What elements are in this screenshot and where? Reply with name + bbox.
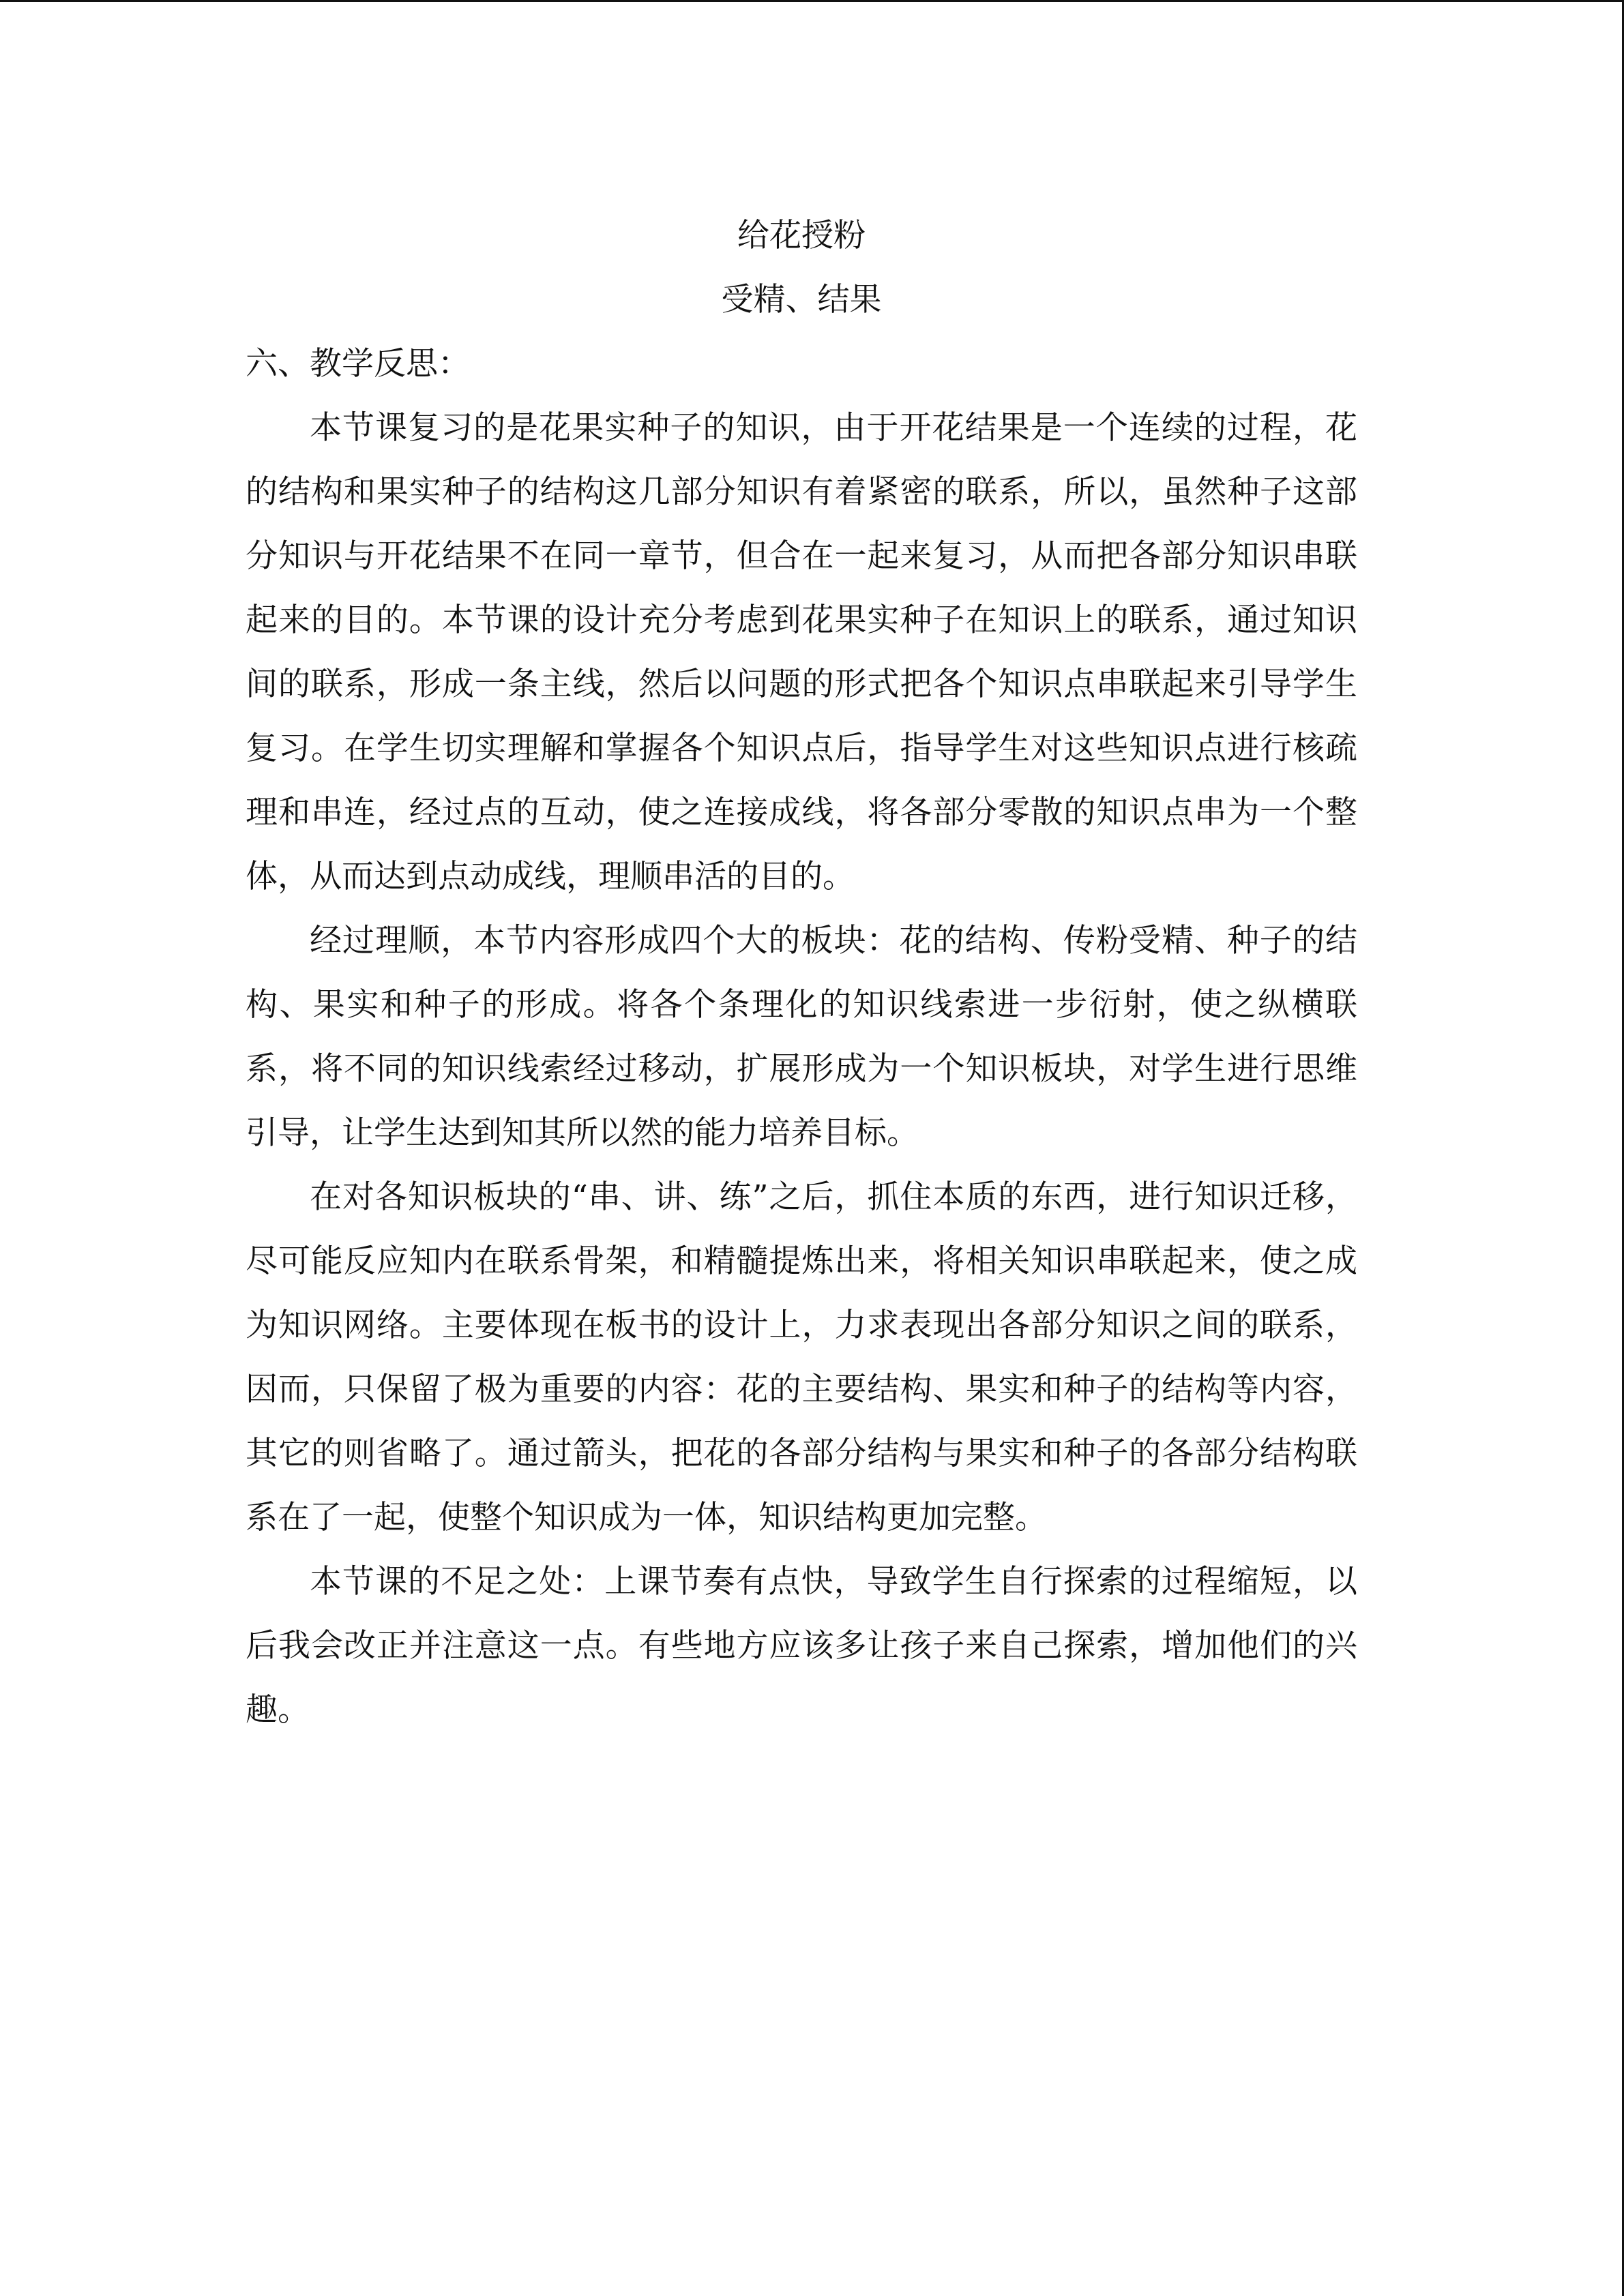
document-content bbox=[246, 204, 1357, 1742]
paragraph-4: 本节课的不足之处：上课节奏有点快，导致学生自行探索的过程缩短，以后我会改正并注意这一点。有些地方应该多让孩子来自己探索，增加他们的兴趣。 bbox=[246, 1563, 1357, 1729]
document-subtitle: 受精、结果 bbox=[721, 281, 882, 318]
paragraph-1: 本节课复习的是花果实种子的知识，由于开花结果是一个连续的过程，花的结构和果实种子的结构这几部分知识有着紧密的联系，所以，虽然种子这部分知识与开花结果不在同一章节，但合在一起来复习，从而把各部分知识串联起来的目的。本节课的设计充分考虑到花果实种子在知识上的联系，通过知识间的联系，形成一条主线，然后以问题的形式把各个知识点串联起来引导学生复习。在学生切实理解和掌握各个知识点后，指导学生对这些知识点进行核疏理和串连，经过点的互动，使之连接成线，将各部分零散的知识点串为一个整体，从而达到点动成线，理顺串活的目的。 bbox=[246, 409, 1357, 895]
document-title: 给花授粉 bbox=[737, 217, 866, 254]
section-heading: 六、教学反思： bbox=[246, 345, 470, 383]
paragraph-3: 在对各知识板块的“串、讲、练”之后，抓住本质的东西，进行知识迁移，尽可能反应知内在联系骨架，和精髓提炼出来，将相关知识串联起来，使之成为知识网络。主要体现在板书的设计上，力求表现出各部分知识之间的联系，因而，只保留了极为重要的内容：花的主要结构、果实和种子的结构等内容，其它的则省略了。通过箭头，把花的各部分结构与果实和种子的各部分结构联系在了一起，使整个知识成为一体，知识结构更加完整。 bbox=[246, 1178, 1357, 1536]
paragraph-2: 经过理顺，本节内容形成四个大的板块：花的结构、传粉受精、种子的结构、果实和种子的形成。将各个条理化的知识线索进一步衍射，使之纵横联系，将不同的知识线索经过移动，扩展形成为一个知识板块，对学生进行思维引导，让学生达到知其所以然的能力培养目标。 bbox=[246, 922, 1357, 1152]
